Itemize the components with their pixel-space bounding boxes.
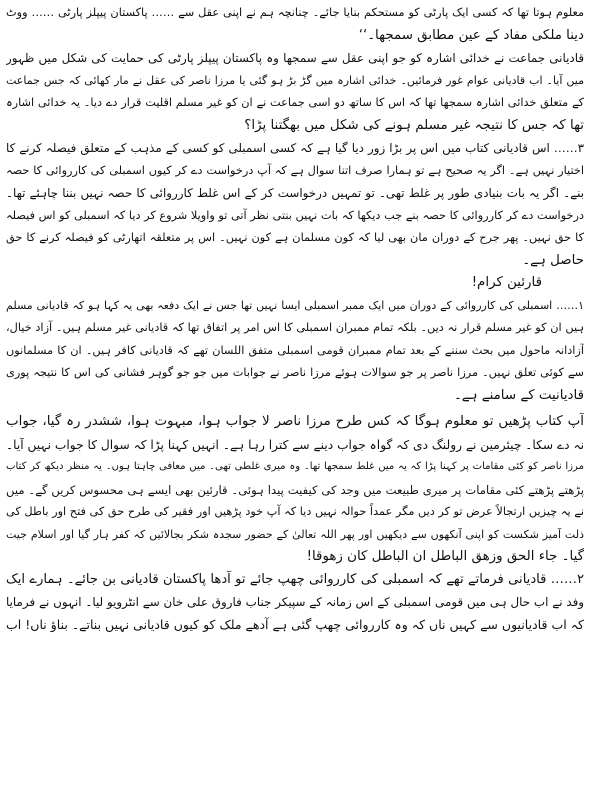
text-line: آزادانہ ماحول میں بحث سننے کے بعد تمام ممبران قومی اسمبلی متفق اللسان تھے کہ قادیانی کافر ہیں۔ ان کا مسلمانوں: [6, 343, 584, 357]
text-line: حاصل ہے۔: [522, 252, 584, 268]
text-line: ۲…… قادیانی فرماتے تھے کہ اسمبلی کی کارروائی چھپ جائے تو آدھا پاکستان قادیانی بن جائے۔ ہمارے ایک: [6, 571, 584, 587]
text-line: ۳…… اس قادیانی کتاب میں اس پر بڑا زور دیا گیا ہے کہ کسی اسمبلی کو کسی کے مذہب کے متعلق فیصلہ کرنے کا: [6, 141, 584, 155]
text-line: نے یہ چیزیں ارتجالاً عرض تو کر دیں مگر عمداً حوالہ نہیں دیا کہ آپ خود پڑھیں اور فقیر کی طرح حق کی فتح اور باطل کی: [6, 505, 584, 518]
text-line: ذلت آمیز شکست کو اپنی آنکھوں سے دیکھیں اور پھر اللہ تعالیٰ کے حضور سجدہ شکر بجالائیں کہ کفر ہار گیا اور اسلام جیت: [6, 527, 584, 541]
text-line: ہیں ان کو غیر مسلم قرار نہ دیں۔ بلکہ تمام ممبران اسمبلی کا اس امر پر اتفاق تھا کہ قادیانی غیر مسلم ہیں۔ آزاد خیال،: [6, 321, 584, 334]
text-line: تھا کہ جس کا نتیجہ غیر مسلم ہونے کی شکل میں بھگتنا پڑا؟: [244, 117, 584, 133]
text-line: بنے۔ اگر یہ بات بنیادی طور پر غلط تھی۔ تو تمہیں درخواست کر کے اس غلط کارروائی کا حصہ نہیں بننا چاہئے تھا۔: [6, 186, 584, 200]
text-line: نہ دے سکا۔ چیئرمین نے رولنگ دی کہ گواہ جواب دینے سے کترا رہا ہے۔ انہیں کہنا پڑا کہ سوال کا جواب نہیں آیا۔: [6, 437, 584, 452]
text-line: معلوم ہوتا تھا کہ کسی ایک پارٹی کو مستحکم بنایا جائے۔ چنانچہ ہم نے اپنی عقل سے …… پاکستان پیپلز پارٹی …… ووٹ: [6, 6, 584, 19]
text-line: کے متعلق خدائی اشارہ سمجھا تھا کہ اس کا ساتھ دو اسی جماعت نے ان کو غیر مسلم اقلیت قرار دے دیا۔ یہ خدائی اشارہ: [6, 96, 584, 109]
text-line: آپ کتاب پڑھیں تو معلوم ہوگا کہ کس طرح مرزا ناصر لا جواب ہوا، مبہوت ہوا، ششدر رہ گیا، جواب: [6, 414, 584, 429]
text-line: قادیانی جماعت نے خدائی اشارہ کو جو اپنی عقل سے سمجھا وہ پاکستان پیپلز پارٹی کی حمایت کی شکل میں ظہور: [6, 51, 584, 65]
text-line: گیا۔ جاء الحق وزهق الباطل ان الباطل كان زهوقا!: [306, 549, 584, 564]
text-line: میں آیا۔ اب قادیانی عوام غور فرمائیں۔ خدائی اشارہ میں گڑ بڑ ہو گئی یا مرزا ناصر کی عقل نے مار کھائی کہ جس جماعت: [6, 73, 584, 87]
text-line: کہ اب قادیانیوں سے کہیں ناں کہ وہ کارروائی چھپ گئی ہے آدھے ملک کو کیوں قادیانی نہیں بناتے۔ بناؤ ناں! اب: [6, 616, 584, 632]
text-line: مرزا ناصر کو کئی مقامات پر کہنا پڑا کہ یہ میں غلط سمجھا تھا۔ وہ میری غلطی تھی۔ میں معافی چاہتا ہوں۔ یہ منظر دیکھ کر کتاب: [6, 461, 584, 472]
text-line: ۱…… اسمبلی کی کارروائی کے دوران میں ایک ممبر اسمبلی ایسا نہیں تھا جس نے ایک دفعہ بھی یہ کہا ہو کہ قادیانی مسلم: [6, 298, 584, 312]
text-line: قارئین کرام!: [471, 275, 542, 290]
text-line: دینا ملکی مفاد کے عین مطابق سمجھا۔‘‘: [358, 27, 584, 43]
text-line: قادیانیت کے سامنے ہے۔: [453, 387, 584, 403]
document-page: [6, 2, 584, 798]
text-line: پڑھتے پڑھتے کئی مقامات پر میری طبیعت میں وجد کی کیفیت پیدا ہوئی۔ قارئین بھی ایسے ہی محسوس کریں گے۔ میں: [6, 482, 584, 497]
text-line: درخواست دے کر کارروائی کا حصہ بنے جب دیکھا کہ بات نہیں بنتی نظر آتی تو واویلا شروع کر دیا کہ اسمبلی کو اس فیصلہ: [6, 208, 584, 222]
text-line: کا حق نہیں۔ پھر جرح کے دوران مان بھی لیا کہ کون مسلمان ہے کون نہیں۔ اس پر متعلقہ اتھارٹی کو فیصلہ کرنے کا حق: [6, 231, 584, 244]
text-line: سے کوئی تعلق نہیں۔ مرزا ناصر پر جو سوالات ہوئے مرزا ناصر نے جوابات میں جو جو گوہر فشانی کی اس کا نتیجہ پوری: [6, 366, 584, 379]
text-line: وفد نے اب حال ہی میں قومی اسمبلی کے اس زمانہ کے سپیکر جناب فاروق علی خان سے انٹرویو لیا۔ انہوں نے فرمایا: [6, 595, 584, 609]
text-line: اختیار نہیں ہے۔ اگر یہ صحیح ہے تو ہمارا صرف اتنا سوال ہے کہ آپ درخواست دے کر کیوں اسمبلی کی کارروائی کا حصہ: [6, 163, 584, 177]
